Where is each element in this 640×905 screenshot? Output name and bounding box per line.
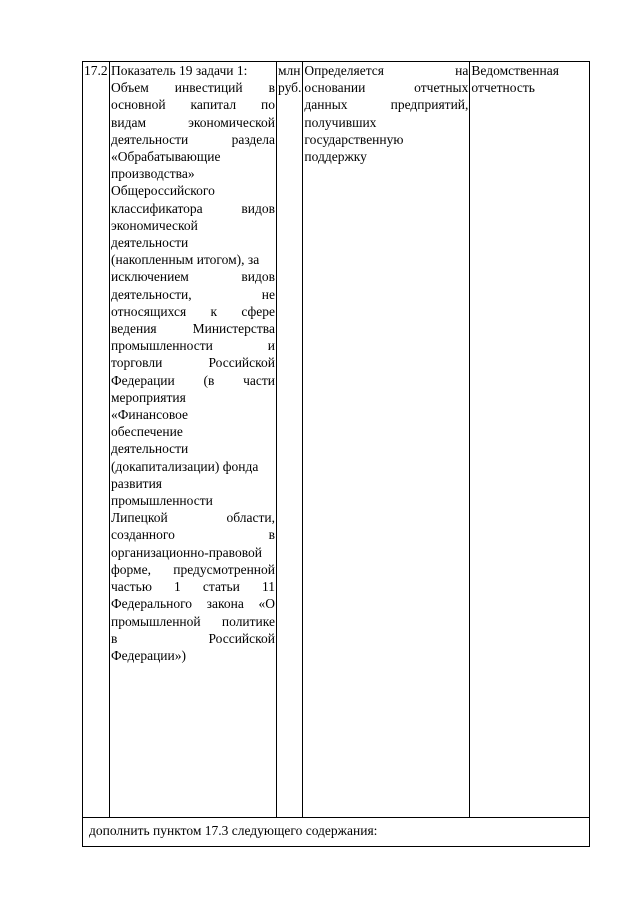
table-row [83,62,590,818]
text-line: Липецкой области, [111,510,275,526]
text-line: мероприятия [111,389,186,405]
footer-text: дополнить пунктом 17.3 следующего содержания: [83,818,590,847]
text-line: отчетность [471,80,535,96]
text-line: руб. [278,80,302,96]
text-line: «Обрабатывающие [111,149,221,165]
text-line: Ведомственная [471,63,559,78]
unit-cell [277,62,303,818]
text-line: промышленности и [111,338,275,354]
text-line: данных предприятий, [304,97,469,113]
unit-text [278,62,301,96]
text-line: основной капитал по [111,97,275,113]
text-line: деятельности раздела [111,131,275,147]
text-line: Определяется на [304,63,469,78]
text-line: получивших [304,114,377,130]
text-line: классификатора видов [111,200,275,216]
indicator-name-cell [110,62,277,818]
row-number-cell: 17.2 [83,62,110,818]
text-line: Показатель 19 задачи 1: [111,63,248,78]
text-line: промышленности [111,493,213,509]
footer-row [83,818,590,847]
text-line: производства» [111,166,195,182]
text-line: поддержку [304,149,367,165]
text-line: экономической [111,217,198,233]
text-line: видам экономической [111,114,275,130]
text-line: деятельности [111,235,189,251]
text-line: основании отчетных [304,80,469,96]
source-cell [470,62,590,818]
text-line: промышленной политике [111,613,275,629]
text-line: форме, предусмотренной [111,561,275,577]
text-line: ведения Министерства [111,321,275,337]
text-line: государственную [304,131,404,147]
indicators-table [82,61,590,847]
text-line: относящихся к сфере [111,303,275,319]
text-line: торговли Российской [111,355,275,371]
text-line: Федерации (в части [111,372,275,388]
text-line: частью 1 статьи 11 [111,579,275,595]
text-line: созданного в [111,527,275,543]
source-text [471,62,588,96]
text-line: Федерального закона «О [111,596,275,612]
text-line: Общероссийского [111,183,215,199]
text-line: Объем инвестиций в [111,80,275,96]
text-line: млн [278,63,301,78]
method-text [304,62,468,165]
text-line: в Российской [111,630,275,646]
text-line: исключением видов [111,269,275,285]
text-line: Федерации») [111,647,187,663]
indicator-name-text [111,62,275,664]
text-line: «Финансовое [111,407,189,423]
text-line: развития [111,475,163,491]
text-line: (накопленным итогом), за [111,252,260,268]
text-line: обеспечение [111,424,183,440]
method-cell [303,62,470,818]
text-line: деятельности, не [111,286,275,302]
text-line: деятельности [111,441,189,457]
text-line: (докапитализации) фонда [111,458,259,474]
text-line: организационно-правовой [111,544,262,560]
